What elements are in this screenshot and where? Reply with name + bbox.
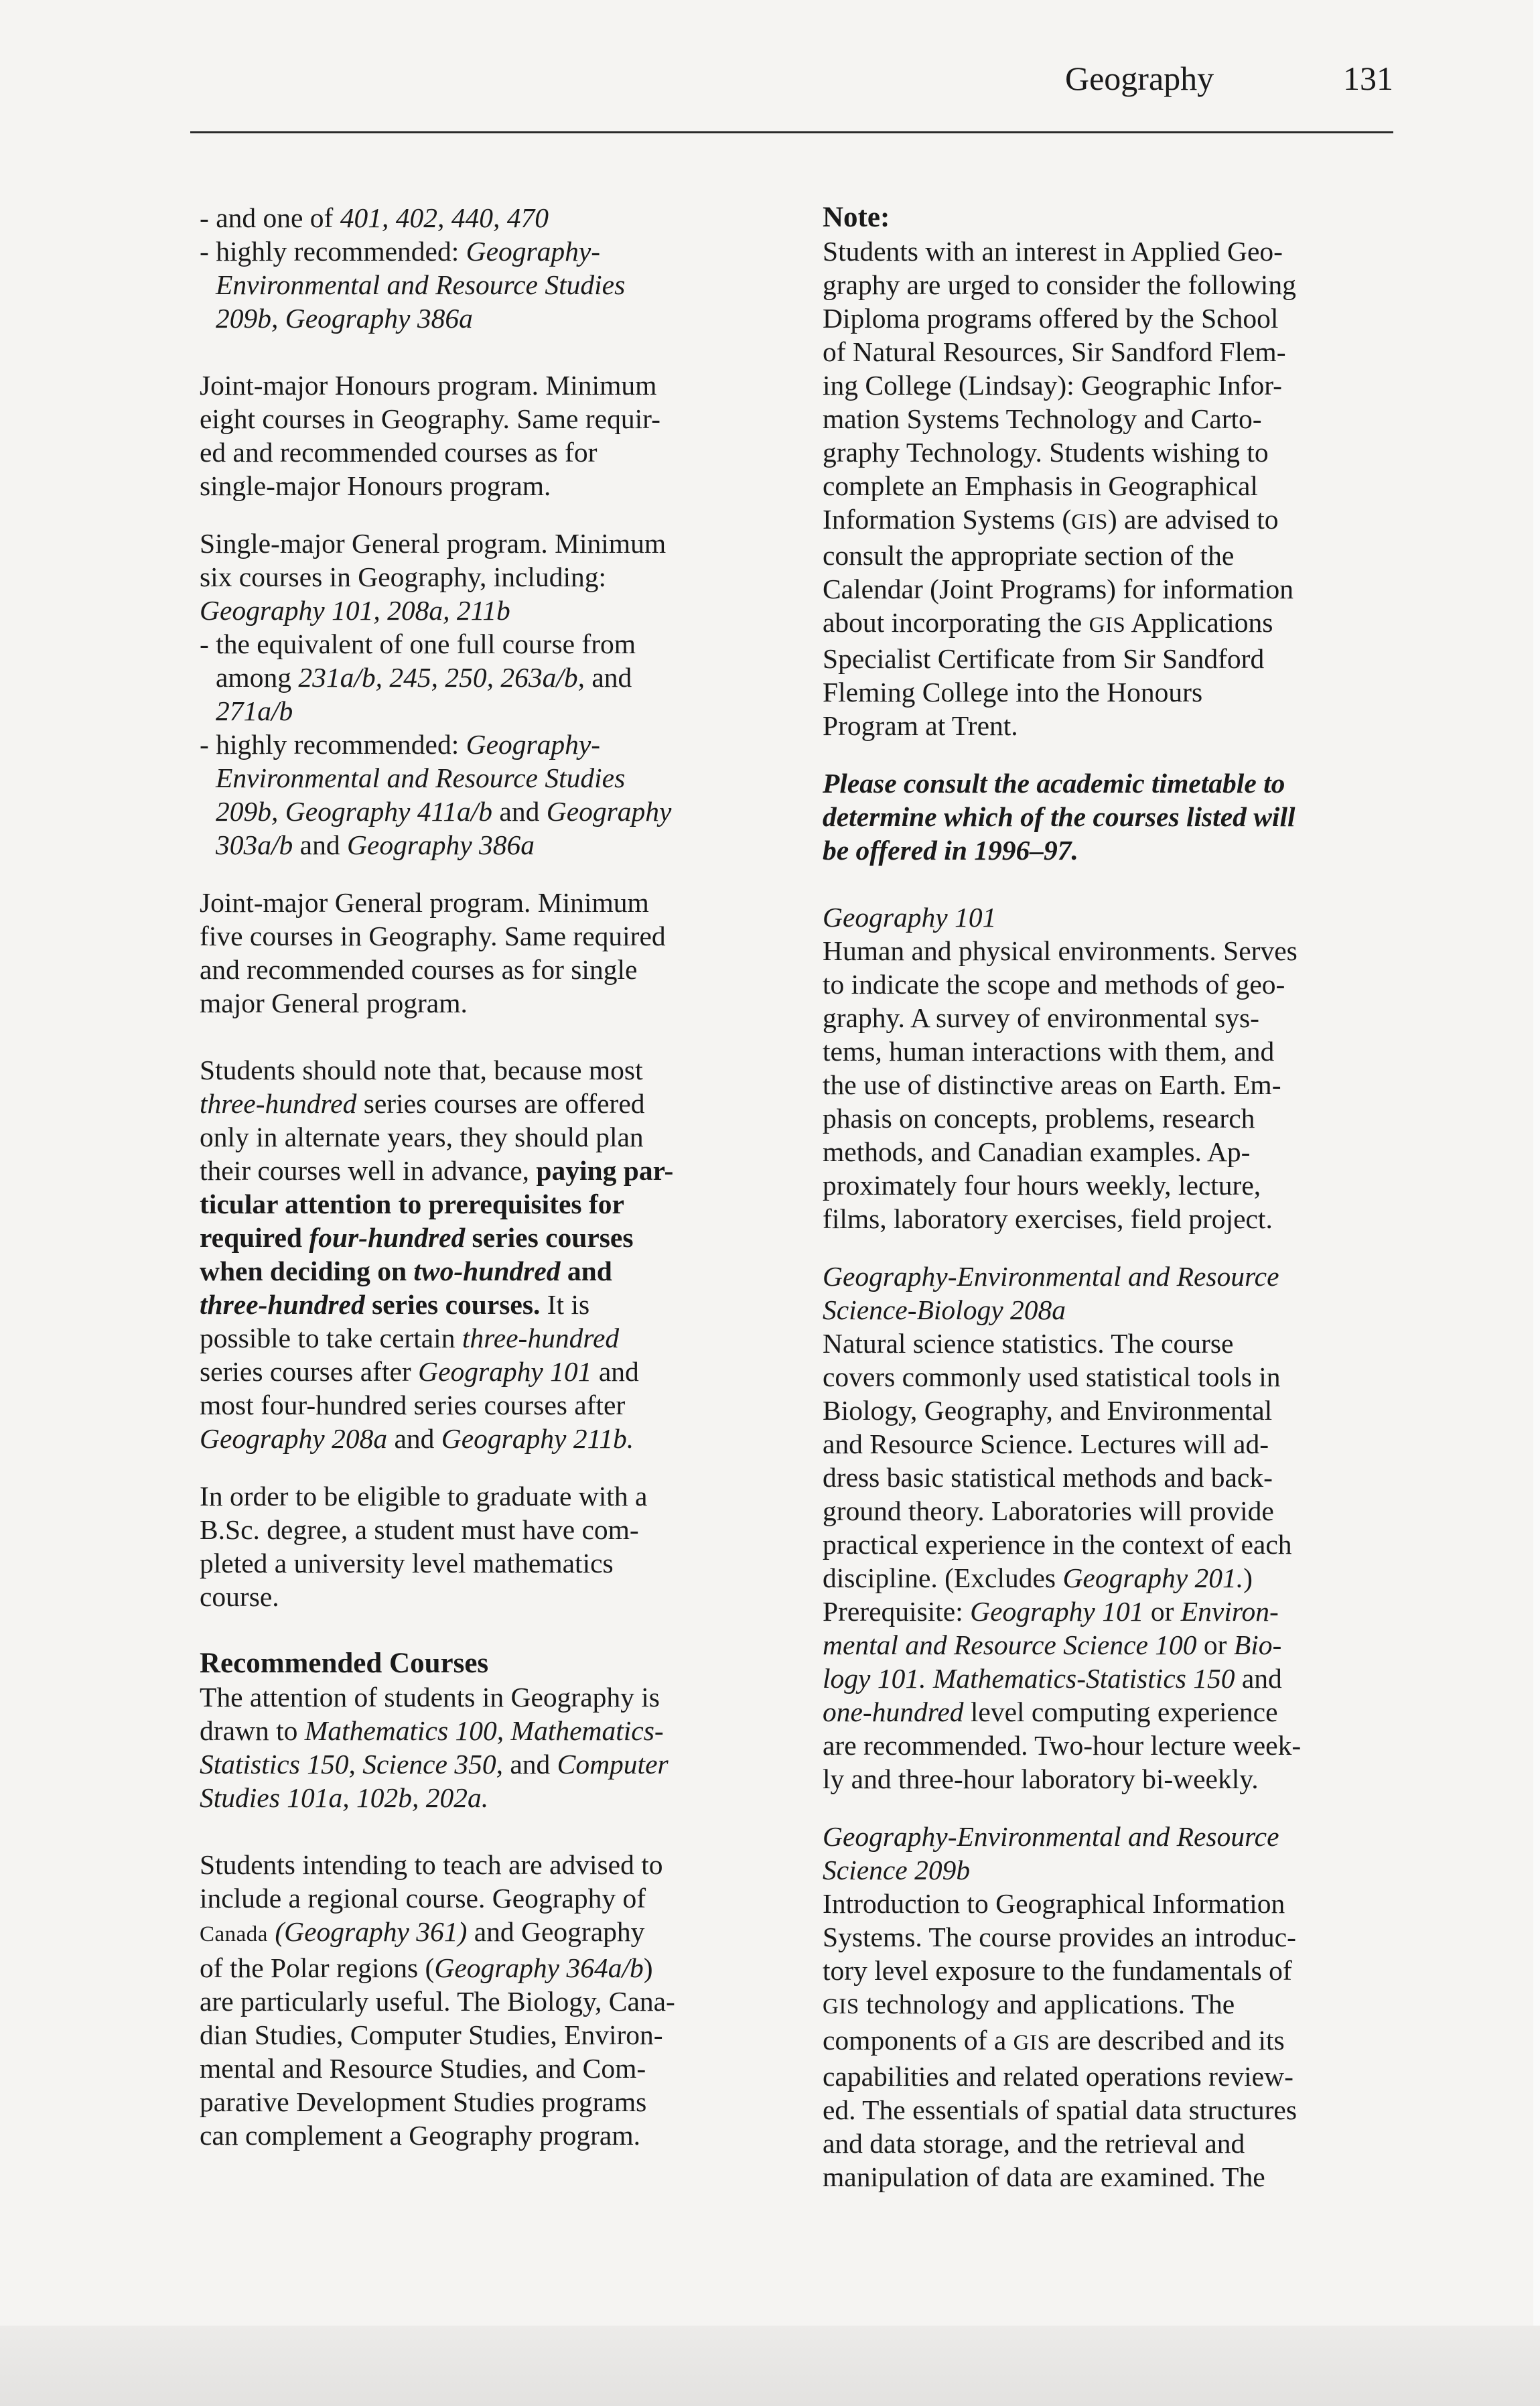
text-line: logy 101. Mathematics-Statistics 150 and	[823, 1663, 1282, 1694]
honours-requirements-continued	[200, 201, 789, 335]
text-line: mental and Resource Studies, and Com-	[200, 2053, 646, 2084]
text-line: required four-hundred series courses	[200, 1222, 634, 1253]
text-line: 303a/b and Geography 386a	[216, 829, 535, 860]
text-line: discipline. (Excludes Geography 201.)	[823, 1562, 1253, 1593]
text-line: and data storage, and the retrieval and	[823, 2128, 1245, 2159]
course-title: Science-Biology 208a	[823, 1294, 1066, 1325]
text-line: phasis on concepts, problems, research	[823, 1103, 1255, 1134]
text-line: consult the appropriate section of the	[823, 540, 1235, 571]
text-line: of Natural Resources, Sir Sandford Flem-	[823, 336, 1286, 367]
text-line: Information Systems (GIS) are advised to	[823, 504, 1279, 535]
note-section	[823, 201, 1412, 742]
text-line: Students with an interest in Applied Geo-	[823, 236, 1283, 267]
text-line: graphy. A survey of environmental sys-	[823, 1002, 1259, 1033]
text-line: about incorporating the GIS Applications	[823, 607, 1273, 638]
text-line: covers commonly used statistical tools in	[823, 1361, 1281, 1392]
section-title: Geography	[1065, 60, 1214, 97]
text-line: determine which of the courses listed will	[823, 801, 1296, 832]
text-line: Natural science statistics. The course	[823, 1328, 1234, 1359]
text-line: Canada (Geography 361) and Geography	[200, 1916, 645, 1947]
text-line: three-hundred series courses. It is	[200, 1289, 590, 1320]
course-208a	[823, 1260, 1412, 1796]
text-line: GIS technology and applications. The	[823, 1989, 1235, 2019]
text-line: be offered in 1996–97.	[823, 835, 1078, 866]
joint-major-general-paragraph	[200, 886, 789, 1020]
text-line: Systems. The course provides an introduc-	[823, 1922, 1296, 1952]
text-line: series courses after Geography 101 and	[200, 1356, 639, 1387]
text-line: The attention of students in Geography is	[200, 1682, 660, 1713]
text-line: 209b, Geography 386a	[216, 303, 473, 334]
course-geography-101	[823, 900, 1412, 1235]
text-line: to indicate the scope and methods of geo-	[823, 969, 1285, 1000]
scan-bottom-margin	[0, 2326, 1540, 2406]
text-line: - highly recommended: Geography-	[200, 236, 601, 267]
text-line: are recommended. Two-hour lecture week-	[823, 1730, 1302, 1761]
text-line: Environmental and Resource Studies	[216, 269, 626, 300]
course-title: Science 209b	[823, 1855, 971, 1885]
text-line: ticular attention to prerequisites for	[200, 1189, 624, 1219]
text-line: capabilities and related operations review-	[823, 2061, 1293, 2092]
note-heading: Note:	[823, 202, 890, 233]
course-title: Geography-Environmental and Resource	[823, 1261, 1279, 1292]
text-line: B.Sc. degree, a student must have com-	[200, 1514, 639, 1545]
text-line: Fleming College into the Honours	[823, 677, 1203, 708]
text-line: Joint-major General program. Minimum	[200, 887, 649, 918]
text-line: ly and three-hour laboratory bi-weekly.	[823, 1763, 1259, 1794]
course-title: Geography 101	[823, 902, 997, 933]
text-line: manipulation of data are examined. The	[823, 2161, 1265, 2192]
left-column	[200, 201, 789, 2152]
text-line: graphy Technology. Students wishing to	[823, 437, 1269, 468]
scan-edge	[1533, 0, 1540, 2406]
text-line: three-hundred series courses are offered	[200, 1088, 645, 1119]
text-line: drawn to Mathematics 100, Mathematics-	[200, 1715, 664, 1746]
text-line: Please consult the academic timetable to	[823, 768, 1285, 799]
text-line: graphy are urged to consider the following	[823, 269, 1296, 300]
text-line: course.	[200, 1581, 279, 1612]
text-line: - highly recommended: Geography-	[200, 729, 601, 760]
teaching-paragraph	[200, 1848, 789, 2152]
text-line: mental and Resource Science 100 or Bio-	[823, 1629, 1282, 1660]
text-line: ing College (Lindsay): Geographic Infor-	[823, 370, 1283, 401]
text-line: - the equivalent of one full course from	[200, 628, 636, 659]
text-line: 271a/b	[216, 695, 293, 726]
bsc-requirement-paragraph	[200, 1479, 789, 1613]
text-line: mation Systems Technology and Carto-	[823, 403, 1262, 434]
text-line: the use of distinctive areas on Earth. Em-	[823, 1069, 1281, 1100]
right-column	[823, 201, 1412, 2194]
text-line: Joint-major Honours program. Minimum	[200, 370, 657, 401]
students-note-paragraph	[200, 1053, 789, 1455]
text-line: dress basic statistical methods and back-	[823, 1462, 1273, 1493]
text-line: parative Development Studies programs	[200, 2086, 647, 2117]
text-line: In order to be eligible to graduate with a	[200, 1481, 648, 1512]
text-line: Geography 101, 208a, 211b	[200, 595, 510, 626]
text-line: Single-major General program. Minimum	[200, 528, 667, 559]
page-number: 131	[1343, 60, 1393, 97]
text-line: major General program.	[200, 988, 468, 1018]
timetable-notice	[823, 766, 1412, 867]
text-line: - and one of 401, 402, 440, 470	[200, 202, 549, 233]
text-line: Program at Trent.	[823, 710, 1018, 741]
recommended-courses-section	[200, 1647, 789, 1814]
text-line: six courses in Geography, including:	[200, 561, 607, 592]
text-line: practical experience in the context of each	[823, 1529, 1292, 1560]
text-line: Studies 101a, 102b, 202a.	[200, 1782, 489, 1813]
text-line: most four-hundred series courses after	[200, 1390, 626, 1420]
text-line: components of a GIS are described and its	[823, 2025, 1285, 2056]
text-line: proximately four hours weekly, lecture,	[823, 1170, 1261, 1201]
text-line: Environmental and Resource Studies	[216, 762, 626, 793]
text-line: of the Polar regions (Geography 364a/b)	[200, 1952, 653, 1983]
text-line: tems, human interactions with them, and	[823, 1036, 1275, 1067]
text-line: ed. The essentials of spatial data structures	[823, 2094, 1297, 2125]
text-line: Calendar (Joint Programs) for information	[823, 574, 1294, 604]
text-line: 209b, Geography 411a/b and Geography	[216, 796, 672, 827]
joint-major-honours-paragraph	[200, 369, 789, 503]
course-209b	[823, 1820, 1412, 2194]
text-line: complete an Emphasis in Geographical	[823, 470, 1258, 501]
text-line: can complement a Geography program.	[200, 2120, 640, 2151]
text-line: ground theory. Laboratories will provide	[823, 1495, 1274, 1526]
text-line: Human and physical environments. Serves	[823, 935, 1298, 966]
text-line: five courses in Geography. Same required	[200, 921, 666, 951]
single-major-general-paragraph	[200, 527, 789, 862]
text-line: Specialist Certificate from Sir Sandford	[823, 643, 1265, 674]
text-line: when deciding on two-hundred and	[200, 1256, 612, 1286]
text-line: only in alternate years, they should plan	[200, 1122, 644, 1152]
section-heading: Recommended Courses	[200, 1648, 489, 1679]
header-rule	[190, 131, 1393, 133]
text-line: are particularly useful. The Biology, Cana-	[200, 1986, 675, 2017]
text-line: Biology, Geography, and Environmental	[823, 1395, 1273, 1426]
text-line: dian Studies, Computer Studies, Environ-	[200, 2019, 663, 2050]
running-header	[1065, 59, 1393, 98]
text-line: films, laboratory exercises, field project.	[823, 1203, 1273, 1234]
text-line: one-hundred level computing experience	[823, 1696, 1278, 1727]
text-line: Students intending to teach are advised to	[200, 1849, 663, 1880]
text-line: pleted a university level mathematics	[200, 1548, 614, 1579]
text-line: Diploma programs offered by the School	[823, 303, 1279, 334]
text-line: single-major Honours program.	[200, 470, 551, 501]
text-line: tory level exposure to the fundamentals of	[823, 1955, 1292, 1986]
text-line: and recommended courses as for single	[200, 954, 638, 985]
course-title: Geography-Environmental and Resource	[823, 1821, 1279, 1852]
text-line: include a regional course. Geography of	[200, 1883, 646, 1914]
text-line: methods, and Canadian examples. Ap-	[823, 1136, 1251, 1167]
text-line: among 231a/b, 245, 250, 263a/b, and	[216, 662, 632, 693]
text-line: Students should note that, because most	[200, 1055, 643, 1085]
text-line: Introduction to Geographical Information	[823, 1888, 1285, 1919]
text-line: ed and recommended courses as for	[200, 437, 598, 468]
text-line: Prerequisite: Geography 101 or Environ-	[823, 1596, 1279, 1627]
text-line: Statistics 150, Science 350, and Computer	[200, 1749, 669, 1780]
text-line: their courses well in advance, paying par-	[200, 1155, 674, 1186]
text-line: possible to take certain three-hundred	[200, 1323, 620, 1353]
text-line: Geography 208a and Geography 211b.	[200, 1423, 634, 1454]
text-line: and Resource Science. Lectures will ad-	[823, 1428, 1269, 1459]
text-line: eight courses in Geography. Same requir-	[200, 403, 660, 434]
